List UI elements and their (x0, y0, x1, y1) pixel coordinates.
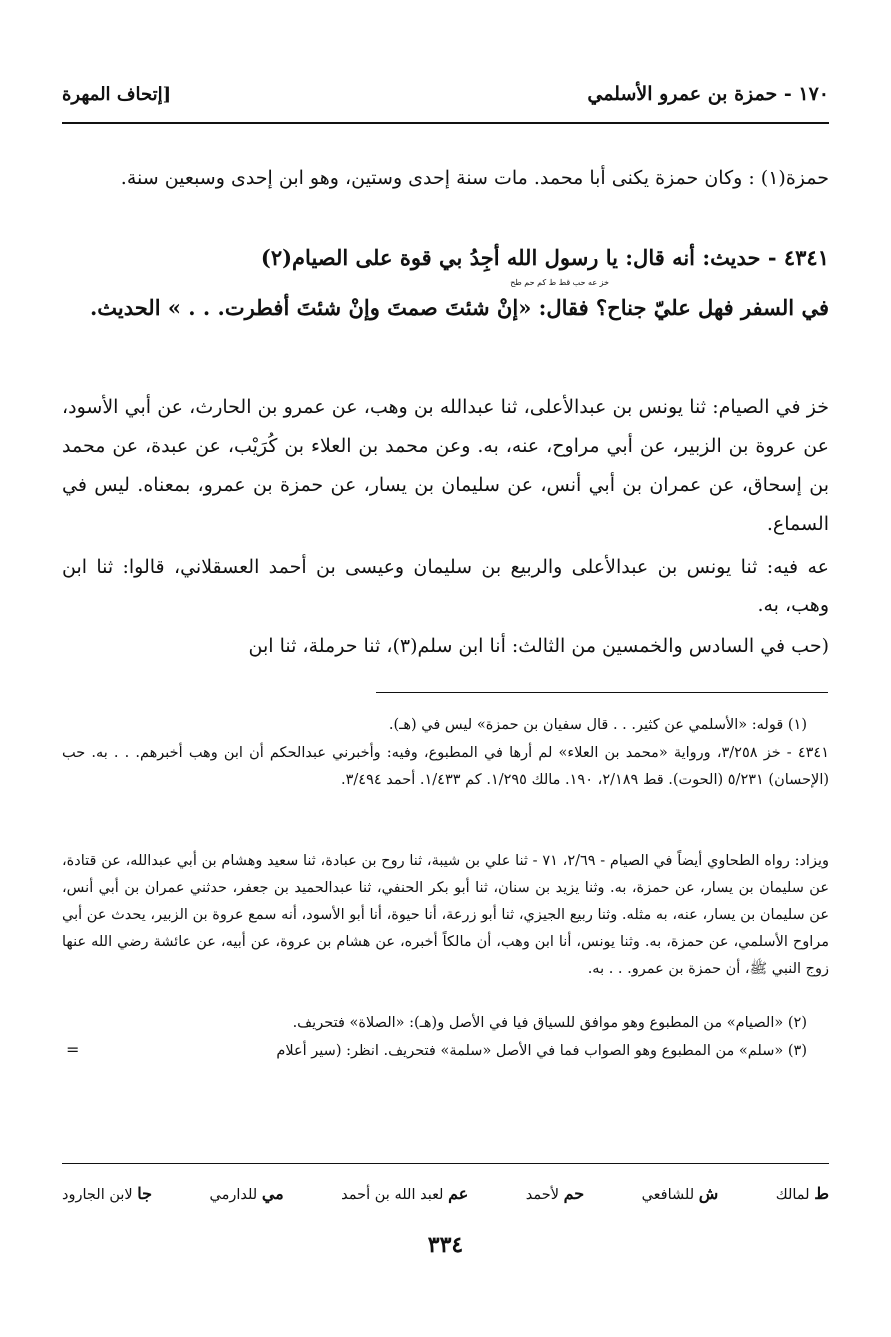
legend-item: جا لابن الجارود (62, 1183, 153, 1203)
continuation-mark: = (66, 1040, 80, 1059)
paragraph-isnad-khuz: خز في الصيام: ثنا يونس بن عبدالأعلى، ثنا عبدالله بن وهب، عن عمرو بن الحارث، عن أبي الأسود، عن عروة بن الزبير، عن أبي مراوح، عنه، به. وعن محمد بن العلاء بن كُرَيْب، عن عبدة، عن محمد بن إسحاق، عن عمران بن أبي أنس، عن سليمان بن يسار، عن حمزة بن عمرو، بمعناه. ليس في السماع. (62, 396, 829, 535)
footnote-1: (١) قوله: «الأسلمي عن كثير. . . قال سفيان بن حمزة» ليس في (هـ). (388, 717, 807, 733)
hadith-text: في السفر فهل عليّ جناح؟ فقال: «إنْ شئتَ صمتَ وإنْ شئتَ أفطرت. . . » الحديث. (89, 295, 829, 320)
footnote-additions: ويزاد: رواه الطحاوي أيضاً في الصيام - ٢/٦٩، ٧١ - ثنا علي بن شيبة، ثنا روح بن عبادة، ثنا سعيد وهشام بن أبي عبدالله، عن قتادة، عن سليمان بن يسار، عن حمزة، به. وثنا يزيد بن سنان، ثنا أبو بكر الحنفي، ثنا عبدالحميد بن جعفر، حدثني عمران بن أبي أنس، عن سليمان بن يسار، عنه، به مثله. وثنا ربيع الجيزي، ثنا أبو زرعة، أنا حيوة، أنا أبو الأسود، أنه سمع عروة بن الزبير، يحدث عن أبي مراوح الأسلمي، عن حمزة، به. وثنا يونس، أنا ابن وهب، أن مالكاً أخبره، عن هشام بن عروة، عن أبيه، عن عائشة رضي الله عنها زوج النبي ﷺ، أن حمزة بن عمرو. . . به. (62, 853, 829, 977)
legend-item: ط لمالك (775, 1183, 829, 1203)
hadith-heading: ٤٣٤١ - حديث: أنه قال: يا رسول الله أجِدُ بي قوة على الصيام(٢) (260, 245, 829, 270)
running-header (62, 74, 829, 114)
header-title: ١٧٠ - حمزة بن عمرو الأسلمي (587, 83, 829, 105)
paragraph-intro: حمزة(١) : وكان حمزة يكنى أبا محمد. مات سنة إحدى وستين، وهو ابن إحدى وسبعين سنة. (120, 167, 829, 189)
footnote-rule (376, 692, 828, 693)
legend-item: مي للدارمي (209, 1183, 284, 1203)
legend-item: ش للشافعي (641, 1183, 719, 1203)
paragraph-isnad-awana: عه فيه: ثنا يونس بن عبدالأعلى والربيع بن سليمان وعيسى بن أحمد العسقلاني، قالوا: ثنا ابن وهب، به. (62, 556, 829, 616)
footnote-3: (٣) «سلم» من المطبوع وهو الصواب فما في الأصل «سلمة» فتحريف. انظر: (سير أعلام (276, 1043, 807, 1059)
header-rule (62, 122, 829, 124)
paragraph-isnad-hibban: (حب في السادس والخمسين من الثالث: أنا ابن سلم(٣)، ثنا حرملة، ثنا ابن (248, 635, 829, 657)
legend-rule (62, 1163, 829, 1164)
footnote-2: (٢) «الصيام» من المطبوع وهو موافق للسياق فيا في الأصل و(هـ): «الصلاة» فتحريف. (292, 1015, 807, 1031)
header-book-title: [إتحاف المهرة (62, 83, 172, 105)
sigla-legend (62, 1176, 829, 1210)
legend-item: عم لعبد الله بن أحمد (341, 1183, 469, 1203)
page-number: ٣٣٤ (427, 1232, 464, 1258)
hadith-sigla: خز عه حب قط ط كم حم طح (510, 278, 609, 287)
legend-item: حم لأحمد (525, 1183, 585, 1203)
footnote-takhrij: ٤٣٤١ - خز ٣/٢٥٨، ورواية «محمد بن العلاء» لم أرها في المطبوع، وفيه: وأخبرني عبدالحكم أن ابن وهب أخبرهم. . . به. حب (الإحسان) ٥/٢٣١ (الحوت). قط ٢/١٨٩، ١٩٠. مالك ١/٢٩٥. كم ١/٤٣٣. أحمد ٣/٤٩٤. (62, 745, 829, 788)
